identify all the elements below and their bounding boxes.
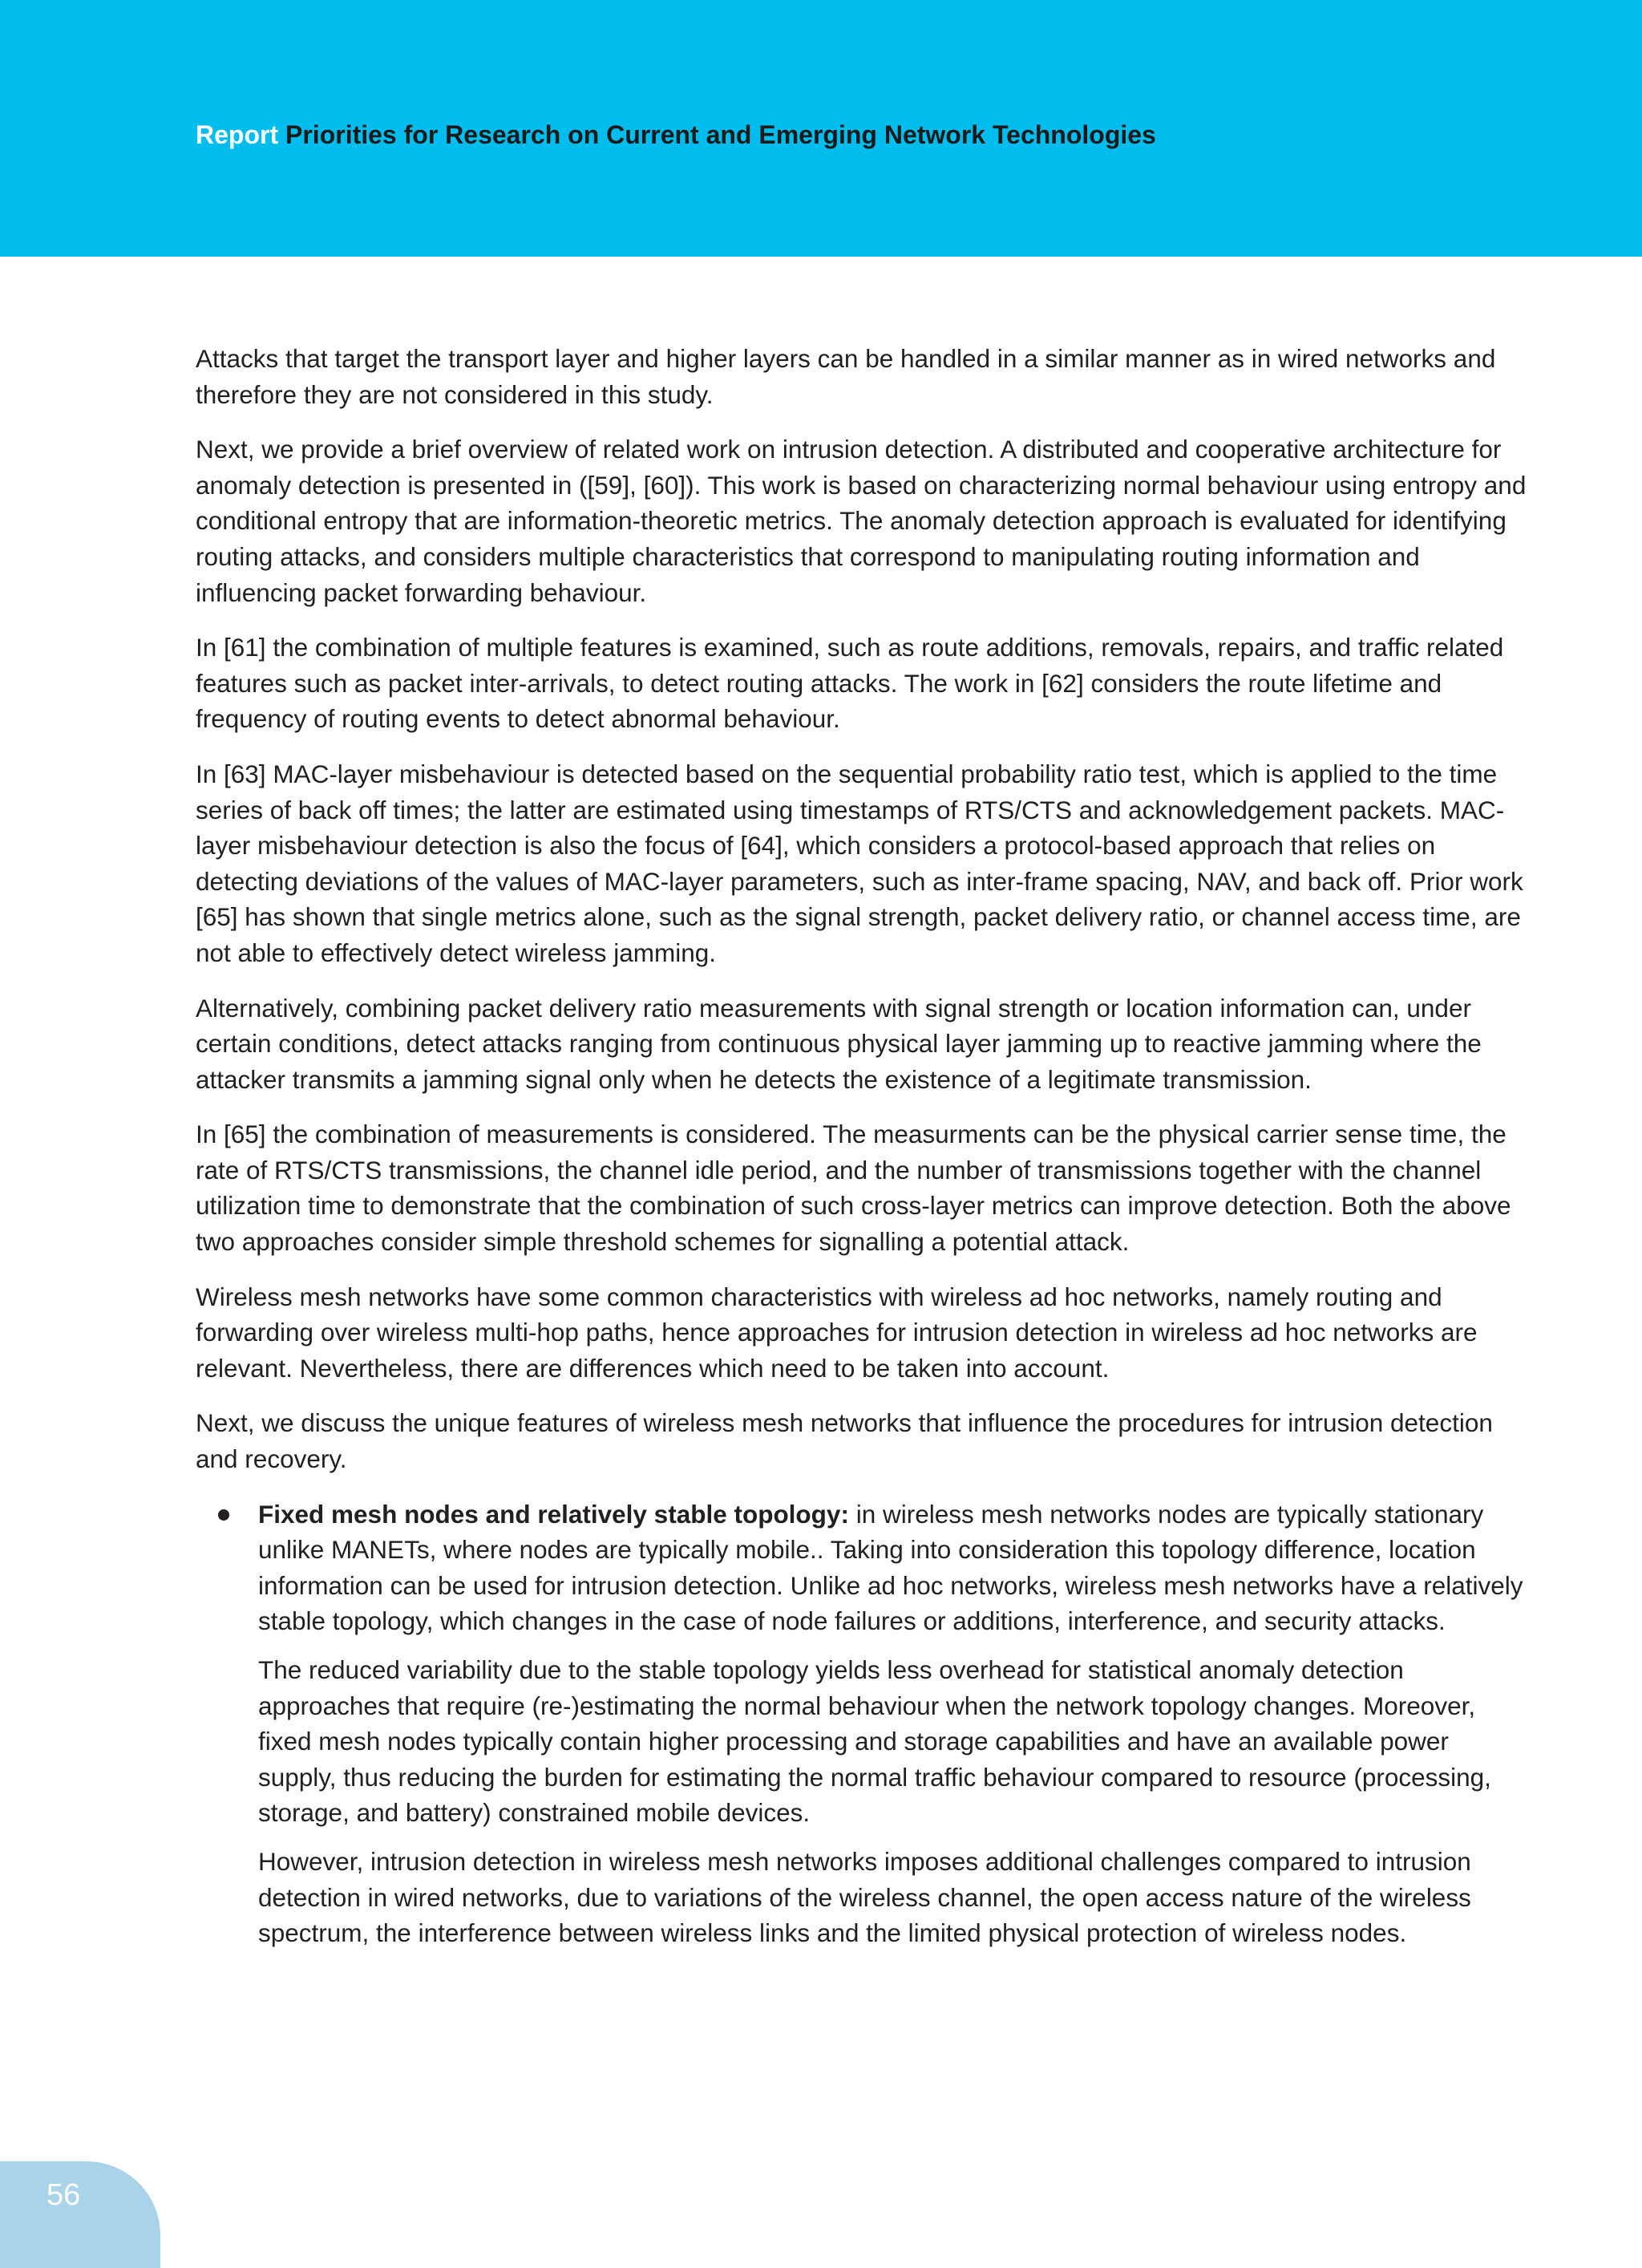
body-text: [196, 341, 1527, 1964]
header-report-title: Priorities for Research on Current and Emerging Network Technologies: [285, 120, 1156, 149]
bullet-list: [196, 1496, 1527, 1951]
header-band: [0, 0, 1642, 257]
header-report-label: Report: [196, 120, 279, 149]
bullet-paragraph-2: The reduced variability due to the stable topology yields less overhead for statistical anomaly detection approaches that require (re-)estimating the normal behaviour when the network topology changes. Moreover, fixed mesh nodes typically contain higher processing and storage capabilities and have an available power supply, thus reducing the burden for estimating the normal traffic behaviour compared to resource (processing, storage, and battery) constrained mobile devices.: [258, 1655, 1491, 1828]
bullet-paragraph: [258, 1496, 1527, 1639]
page-number: 56: [47, 2178, 81, 2212]
paragraph: In [61] the combination of multiple features is examined, such as route additions, removals, repairs, and traffic related features such as packet inter-arrivals, to detect routing attacks. The work in [62] considers the route lifetime and frequency of routing events to detect abnormal behaviour.: [196, 633, 1504, 734]
bullet-dot-icon: [218, 1509, 229, 1521]
running-header: [196, 119, 1156, 151]
paragraph: Next, we provide a brief overview of related work on intrusion detection. A distributed and cooperative architecture for anomaly detection is presented in ([59], [60]). This work is based on characterizing normal behaviour using entropy and conditional entropy that are information-theoretic metrics. The anomaly detection approach is evaluated for identifying routing attacks, and considers multiple characteristics that correspond to manipulating routing information and influencing packet forwarding behaviour.: [196, 435, 1527, 607]
paragraph: In [63] MAC-layer misbehaviour is detected based on the sequential probability ratio test, which is applied to the time series of back off times; the latter are estimated using timestamps of RTS/CTS and acknowledgement packets. MAC-layer misbehaviour detection is also the focus of [64], which considers a protocol-based approach that relies on detecting deviations of the values of MAC-layer parameters, such as inter-frame spacing, NAV, and back off. Prior work [65] has shown that single metrics alone, such as the signal strength, packet delivery ratio, or channel access time, are not able to effectively detect wireless jamming.: [196, 759, 1523, 967]
paragraph: Next, we discuss the unique features of wireless mesh networks that influence the procedures for intrusion detection and recovery.: [196, 1408, 1493, 1474]
bullet-paragraph-3: However, intrusion detection in wireless mesh networks imposes additional challenges compared to intrusion detection in wired networks, due to variations of the wireless channel, the open access nature of the wireless spectrum, the interference between wireless links and the limited physical protection of wireless nodes.: [258, 1846, 1471, 1948]
paragraph: Alternatively, combining packet delivery ratio measurements with signal strength or location information can, under certain conditions, detect attacks ranging from continuous physical layer jamming up to reactive jamming where the attacker transmits a jamming signal only when he detects the existence of a legitimate transmission.: [196, 993, 1482, 1094]
paragraph: Wireless mesh networks have some common characteristics with wireless ad hoc networks, namely routing and forwarding over wireless multi-hop paths, hence approaches for intrusion detection in wireless ad hoc networks are relevant. Nevertheless, there are differences which need to be taken into account.: [196, 1282, 1478, 1383]
paragraph: In [65] the combination of measurements is considered. The measurments can be the physical carrier sense time, the rate of RTS/CTS transmissions, the channel idle period, and the number of transmissions together with the channel utilization time to demonstrate that the combination of such cross-layer metrics can improve detection. Both the above two approaches consider simple threshold schemes for signalling a potential attack.: [196, 1120, 1511, 1257]
list-item: [258, 1496, 1527, 1951]
paragraph: Attacks that target the transport layer and higher layers can be handled in a similar manner as in wired networks and therefore they are not considered in this study.: [196, 344, 1496, 409]
bullet-text: in wireless mesh networks nodes are typically stationary unlike MANETs, where nodes are typically mobile.. Taking into consideration this topology difference, location information can be used for intrusion detection. Unlike ad hoc networks, wireless mesh networks have a relatively stable topology, which changes in the case of node failures or additions, interference, and security attacks.: [258, 1499, 1523, 1636]
bullet-lead: Fixed mesh nodes and relatively stable topology:: [258, 1499, 849, 1529]
